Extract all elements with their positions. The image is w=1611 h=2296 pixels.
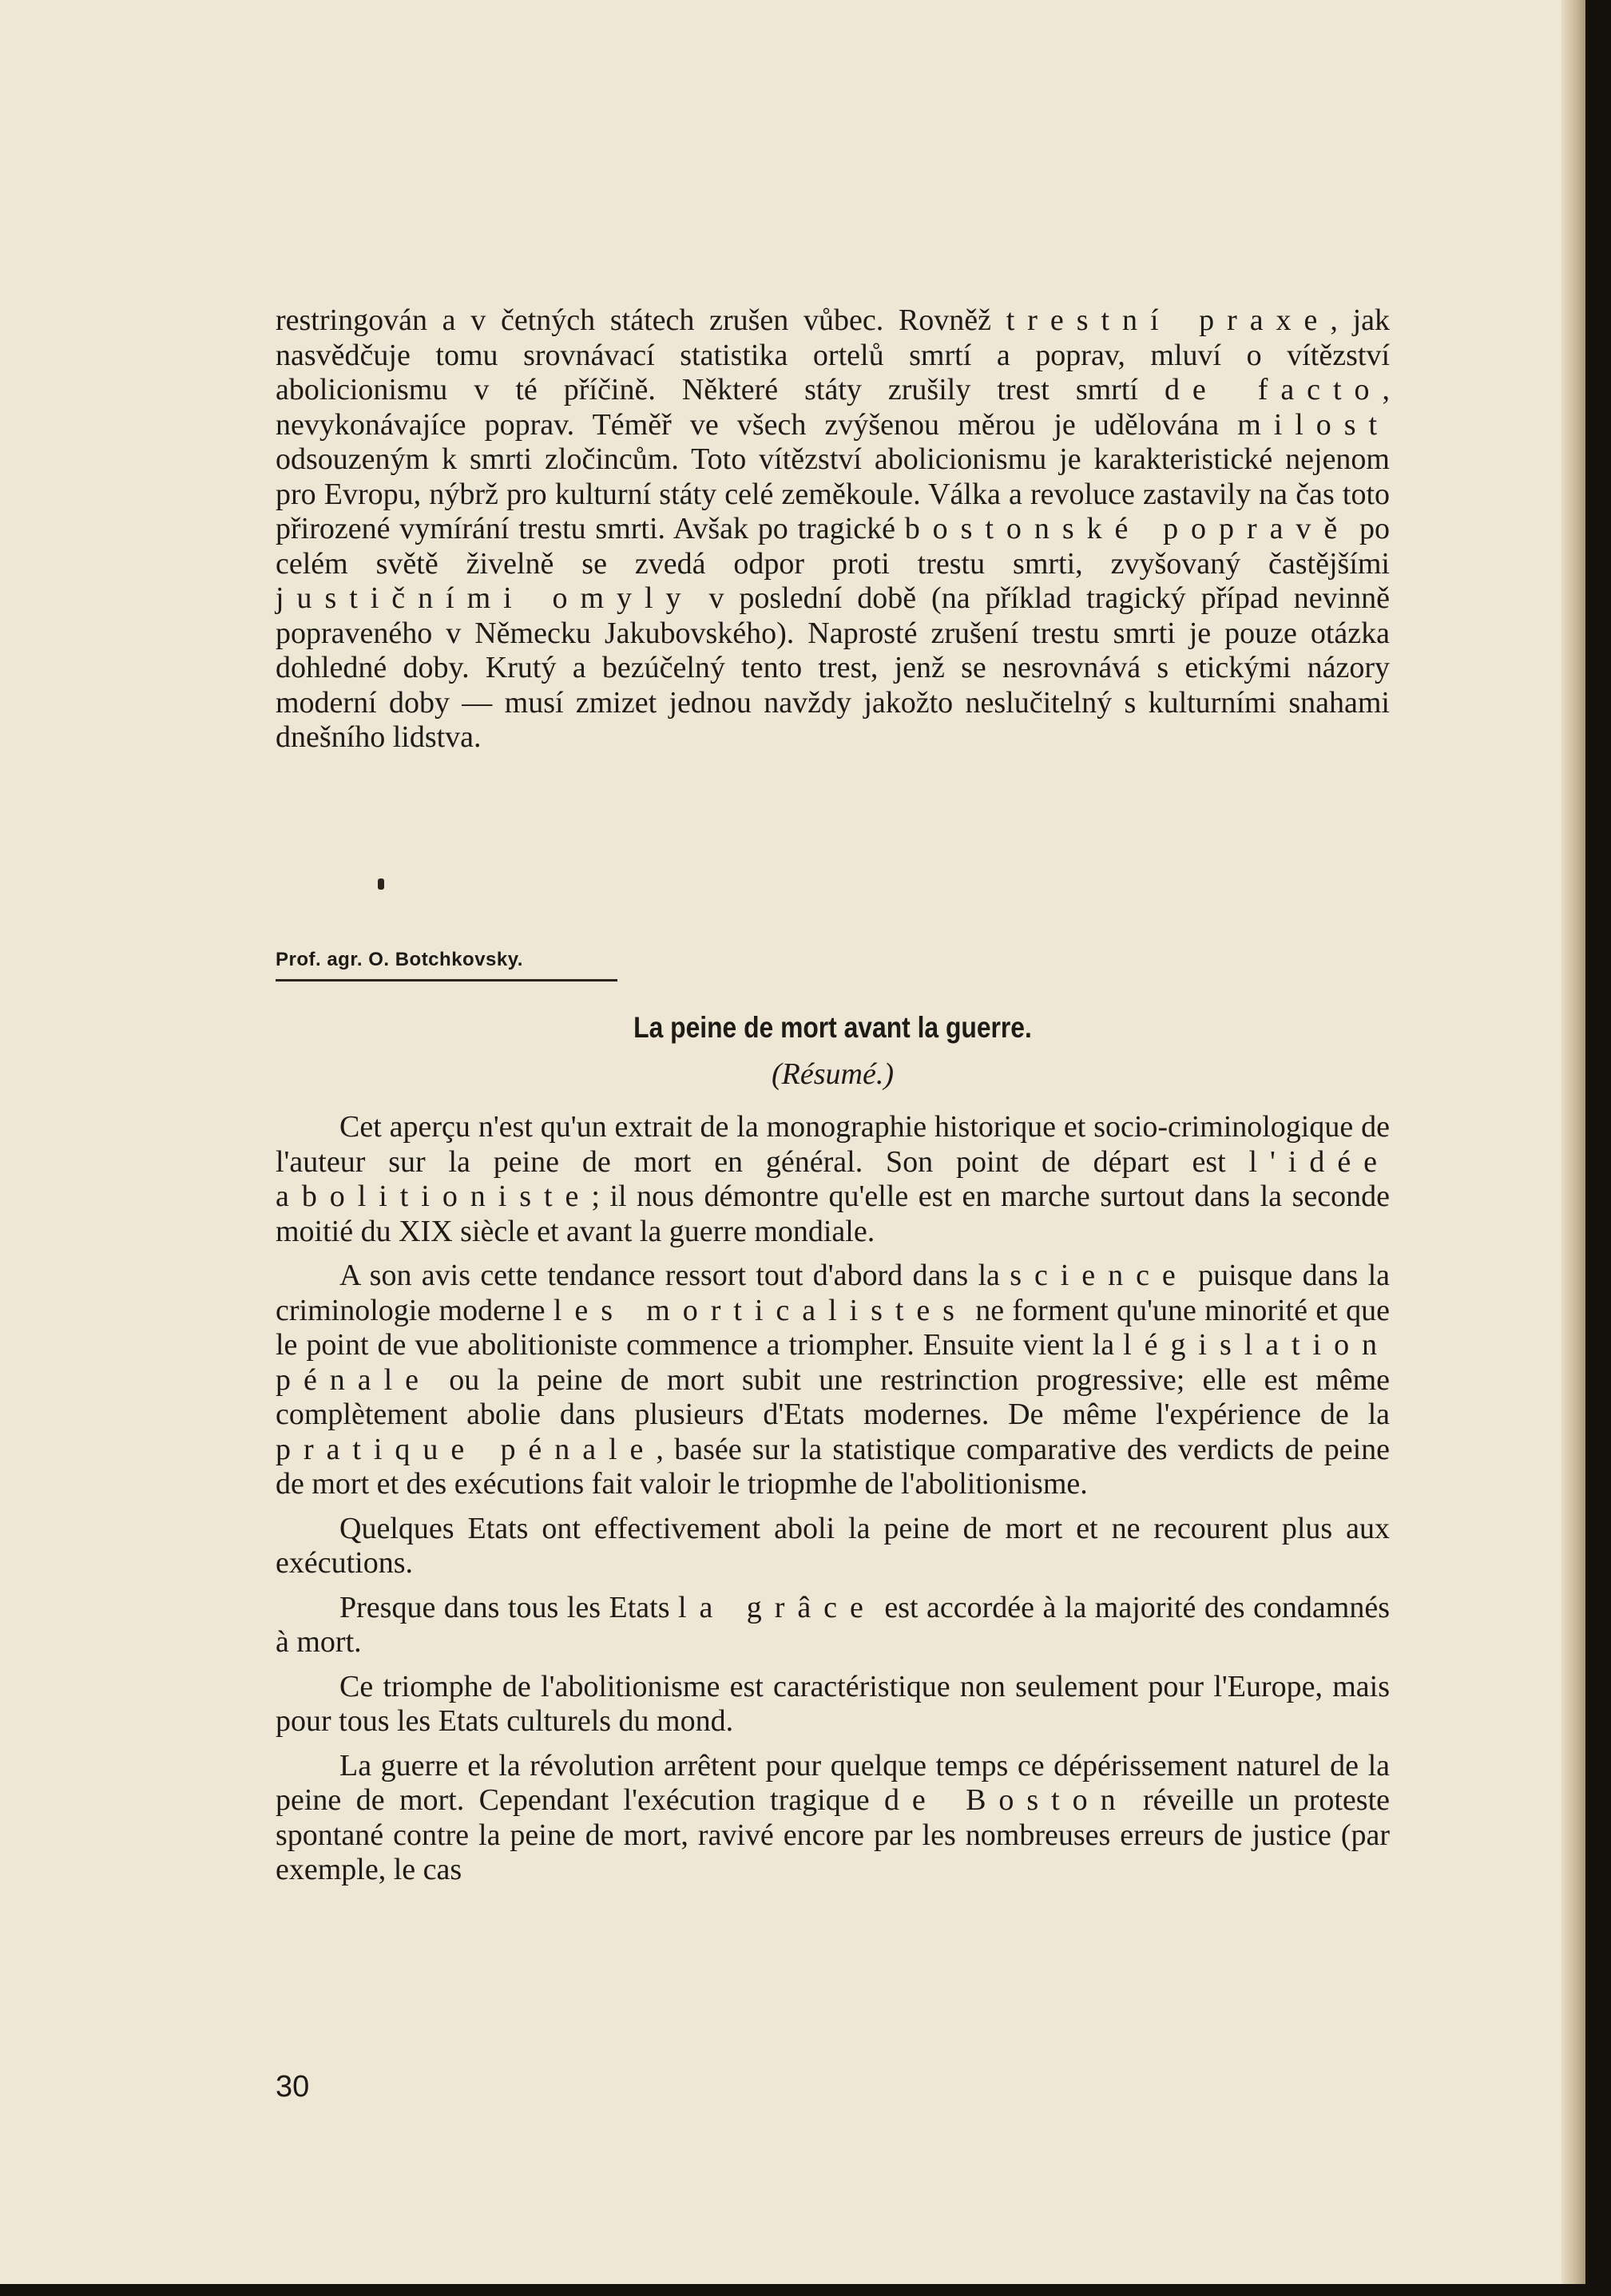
emphasis-milost: milost	[1237, 407, 1390, 442]
stray-mark	[378, 878, 384, 890]
resume-paragraph-6: La guerre et la révolution arrêtent pour quelque temps ce dépérissement naturel de la peine de mort. Cependant l'exécution tragique de Boston réveille un proteste spontané contre la peine de mort, ravivé encore par les nombreuses erreurs de justice (par exemple, le cas	[276, 1748, 1391, 1886]
article-subtitle: (Résumé.)	[772, 1057, 894, 1091]
resume-paragraph-4: Presque dans tous les Etats la grâce est accordée à la majorité des condamnés à mort.	[276, 1590, 1391, 1659]
resume-paragraph-1: Cet aperçu n'est qu'un extrait de la monographie historique et socio-criminologique de l'auteur sur la peine de mort en général. Son point de départ est l'idée abolitioniste; il nous démontre qu'elle est en marche surtout dans la seconde moitié du XIX siècle et avant la guerre mondiale.	[276, 1110, 1390, 1248]
book-spine-edge	[1561, 0, 1585, 2284]
czech-paragraph: restringován a v četných státech zrušen vůbec. Rovněž trestní praxe, jak nasvědčuje tomu srovnávací statistika ortelů smrtí a poprav, mluví o vítězství abolicionismu v té příčině. Některé státy zrušily trest smrtí de facto, nevykonávajíce poprav. Téměř ve všech zvýšenou měrou je udělována milost odsouzeným k smrti zločincům. Toto vítězství abolicionismu je karakteristické nejenom pro Evropu, nýbrž pro kulturní státy celé zeměkoule. Válka a revoluce zastavily na čas toto přirozené vymírání trestu smrti. Avšak po tragické bostonské popravě po celém světě živelně se zvedá odpor proti trestu smrti, zvyšovaný častějšími justičními omyly v poslední době (na příklad tragický případ nevinně popraveného v Německu Jakubovského). Naprosté zrušení trestu smrti je pouze otázka dohledné doby. Krutý a bezúčelný tento trest, jenž se nesrovnává s etickými názory moderní doby — musí zmizet jednou navždy jakožto neslučitelný s kulturními snahami dnešního lidstva.	[276, 303, 1390, 754]
article-title: La peine de mort avant la guerre.	[633, 1011, 1032, 1044]
scan-border-bottom	[0, 2284, 1611, 2296]
resume-paragraph-5: Ce triomphe de l'abolitionisme est caractéristique non seulement pour l'Europe, mais pour tous les Etats culturels du mond.	[276, 1669, 1390, 1738]
resume-paragraph-2: A son avis cette tendance ressort tout d'abord dans la science puisque dans la criminologie moderne les morticalistes ne forment qu'une minorité et que le point de vue abolitioniste commence a triompher. Ensuite vient la législation pénale ou la peine de mort subit une restrinction progressive; elle est même complètement abolie dans plusieurs d'Etats modernes. De même l'expérience de la pratique pénale, basée sur la statistique comparative des verdicts de peine de mort et des exécutions fait valoir le triopmhe de l'abolitionisme.	[276, 1259, 1391, 1501]
author-underline	[276, 979, 617, 981]
emphasis-trestni-praxe: trestní praxe	[1006, 303, 1331, 337]
scan-border-right	[1585, 0, 1611, 2296]
page-number: 30	[276, 2070, 310, 2104]
author-name: Prof. agr. O. Botchkovsky.	[276, 949, 523, 970]
emphasis-de-facto: de facto	[1164, 373, 1383, 406]
resume-paragraph-3: Quelques Etats ont effectivement aboli la peine de mort et ne recourent plus aux exécutions.	[276, 1511, 1390, 1580]
french-resume	[276, 1110, 1390, 1888]
emphasis-justicni-omyly: justičními omyly	[276, 581, 694, 615]
emphasis-bostonske-poprave: bostonské popravě	[904, 512, 1351, 545]
